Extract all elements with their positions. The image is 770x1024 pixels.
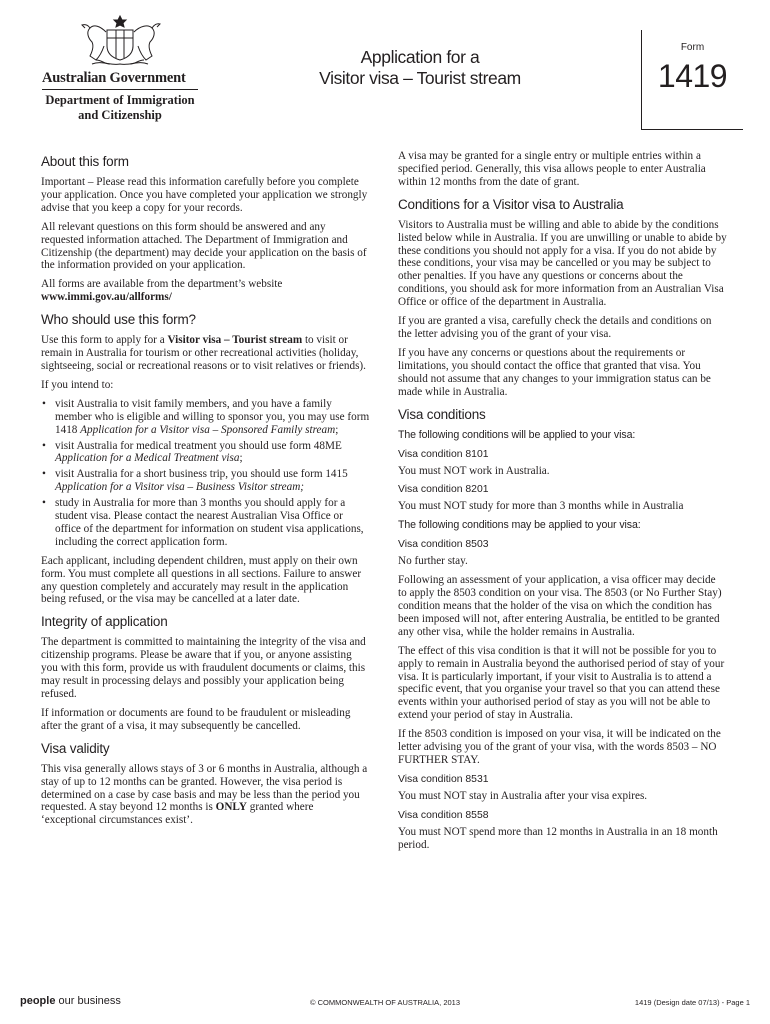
bullet-2-text: visit Australia for medical treatment you should use form 48ME [55,439,342,452]
condition-8558-text: You must NOT spend more than 12 months in Australia in an 18 month period. [398,825,718,851]
form-title-line-2: Visitor visa – Tourist stream [319,68,521,88]
condition-8201-text: You must NOT study for more than 3 months while in Australia [398,500,684,513]
who-paragraph-last: Each applicant, including dependent children, must apply on their own form. You must complete all questions in all sections. Failure to answer any question completely and accurately may result in the application being refused, or the visa may be cancelled at a later date. [41,554,362,606]
form-header [0,0,770,135]
about-heading: About this form [41,154,129,169]
list-item [41,468,370,494]
condition-8503-paragraph-3: If the 8503 condition is imposed on your visa, it will be indicated on the letter advising you of the grant of your visa, with the words 8503 – NO FURTHER STAY. [398,728,721,766]
forms-website-link[interactable]: www.immi.gov.au/allforms/ [41,291,172,304]
validity-text-a: This visa generally allows stays of 3 or 6 months in Australia, although a stay of up to 12 months can be granted. However, the visa period is determined on a case by case basis and may be less than the period you requested. A stay beyond 12 months is [41,762,368,814]
integrity-heading: Integrity of application [41,614,168,630]
left-column [41,150,370,833]
list-item [41,497,370,549]
condition-8101-text: You must NOT work in Australia. [398,464,550,477]
condition-8503-paragraph-2: The effect of this visa condition is that it will not be possible for you to apply to remain in Australia beyond the authorised period of stay of your visa. It is particularly important, if your visit to Australia is to attend a specific event, that you organise your travel so that you can attend these events within your authorised period of stay as you will not be able to extend your period of stay in Australia. [398,644,725,722]
condition-8201-heading: Visa condition 8201 [398,484,489,496]
bullet-2-form-name: Application for a Medical Treatment visa [55,452,240,465]
entry-paragraph: A visa may be granted for a single entry or multiple entries within a specified period. Generally, this visa allows people to enter Australia within 12 months from the date of grant. [398,150,706,188]
condition-8558-heading: Visa condition 8558 [398,809,489,821]
right-column [398,150,727,858]
bullet-1-form-name: Application for a Visitor visa – Sponsored Family stream [80,423,336,436]
bullet-3-form-name: Application for a Visitor visa – Business Visitor stream; [55,481,305,494]
who-heading: Who should use this form? [41,312,196,328]
who-text-a: Use this form to apply for a [41,334,168,347]
page-info: 1419 (Design date 07/13) - Page 1 [634,998,750,1007]
brand-bold: people [20,995,56,1007]
about-paragraph-1: Important – Please read this information carefully before you complete your application. Once you have completed your application we strongly advise that you keep a copy for your records. [41,176,368,214]
will-apply-heading: The following conditions will be applied to your visa: [398,428,636,441]
coat-of-arms-icon [72,14,168,70]
form-number-box [641,30,743,130]
validity-paragraph [41,763,370,828]
list-item [41,398,370,437]
who-intro: If you intend to: [41,378,114,391]
validity-text-b: ONLY [215,801,247,814]
brand-rest: our business [55,995,121,1007]
copyright-notice: © COMMONWEALTH OF AUSTRALIA, 2013 [310,998,460,1007]
may-apply-heading: The following conditions may be applied to your visa: [398,519,641,532]
form-title-line-1: Application for a [360,47,480,67]
government-name: Australian Government [42,70,186,86]
bullet-4-text: study in Australia for more than 3 months you should apply for a student visa. Please contact the nearest Australian Visa Office or office of the department for information on student visa applications, including the correct application form. [55,497,364,548]
who-text-b: Visitor visa – Tourist stream [167,334,303,347]
integrity-paragraph-2: If information or documents are found to be fraudulent or misleading after the grant of a visa, it may subsequently be cancelled. [41,706,351,732]
validity-text-c: granted where ‘exceptional circumstances exist’. [41,801,314,827]
form-label: Form [680,42,705,53]
about-paragraph-2: All relevant questions on this form should be answered and any requested information attached. The Department of Immigration and Citizenship (the department) may decide your application on the basis of the information provided on your application. [41,220,367,272]
conditions-heading: Conditions for a Visitor visa to Australia [398,196,624,212]
conditions-paragraph-1: Visitors to Australia must be willing and able to abide by the conditions listed below while in Australia. If you are unwilling or unable to abide by these conditions you should not apply for a visa. If you do not abide by these conditions, your visa may be cancelled or you may be subject to other penalties. If you have any questions or concerns about the conditions, you should ask for more information from an Australian Visa Office or office of the department in Australia. [398,218,727,309]
about-paragraph-3 [41,278,370,304]
bullet-2-end: ; [239,452,243,465]
condition-8503-paragraph-1: Following an assessment of your application, a visa officer may decide to apply the 8503 condition on your visa. The 8503 (or No Further Stay) condition means that the holder of the visa on which the condition has been imposed will not, after entering Australia, be entitled to be granted any other visa, while the holder remains in Australia. [398,574,722,638]
condition-8503-heading: Visa condition 8503 [398,539,489,551]
condition-8531-text: You must NOT stay in Australia after your visa expires. [398,789,648,802]
list-item [41,440,370,466]
form-title [270,47,570,89]
department-line-1: Department of Immigration [45,93,195,107]
validity-heading: Visa validity [41,740,110,756]
conditions-paragraph-3: If you have any concerns or questions about the requirements or limitations, you should contact the office that granted that visa. You should not assume that any changes to your immigration status can be made while in Australia. [398,346,711,398]
who-paragraph-1 [41,334,370,373]
department-name [40,93,200,123]
department-line-2: and Citizenship [78,108,162,122]
bullet-3-text: visit Australia for a short business trip, you should use form 1415 [55,468,348,481]
conditions-paragraph-2: If you are granted a visa, carefully check the details and conditions on the letter advising you of the grant of your visa. [398,315,712,340]
form-number: 1419 [657,58,728,94]
page-footer [0,994,770,1018]
bullet-1-text: visit Australia to visit family members, and you have a family member who is eligible and willing to sponsor you, you may use form 1418 [55,397,370,436]
visa-conditions-heading: Visa conditions [398,406,486,422]
who-bullet-list [41,398,370,549]
condition-8503-text: No further stay. [398,555,468,568]
condition-8531-heading: Visa condition 8531 [398,773,489,785]
header-divider [42,89,198,90]
bullet-1-end: ; [335,423,339,436]
integrity-paragraph-1: The department is committed to maintaining the integrity of the visa and citizenship programs. Please be aware that if you, or anyone assisting you with this form, provide us with fraudulent documents or claims, this may result in processing delays and possibly your application being refused. [41,636,366,700]
who-text-c: to visit or remain in Australia for tourism or other recreational activities (holiday, sightseeing, social or recreational reasons or to visit relatives or friends). [41,334,366,372]
condition-8101-heading: Visa condition 8101 [398,448,489,460]
about-website-text: All forms are available from the department’s website [41,278,283,291]
